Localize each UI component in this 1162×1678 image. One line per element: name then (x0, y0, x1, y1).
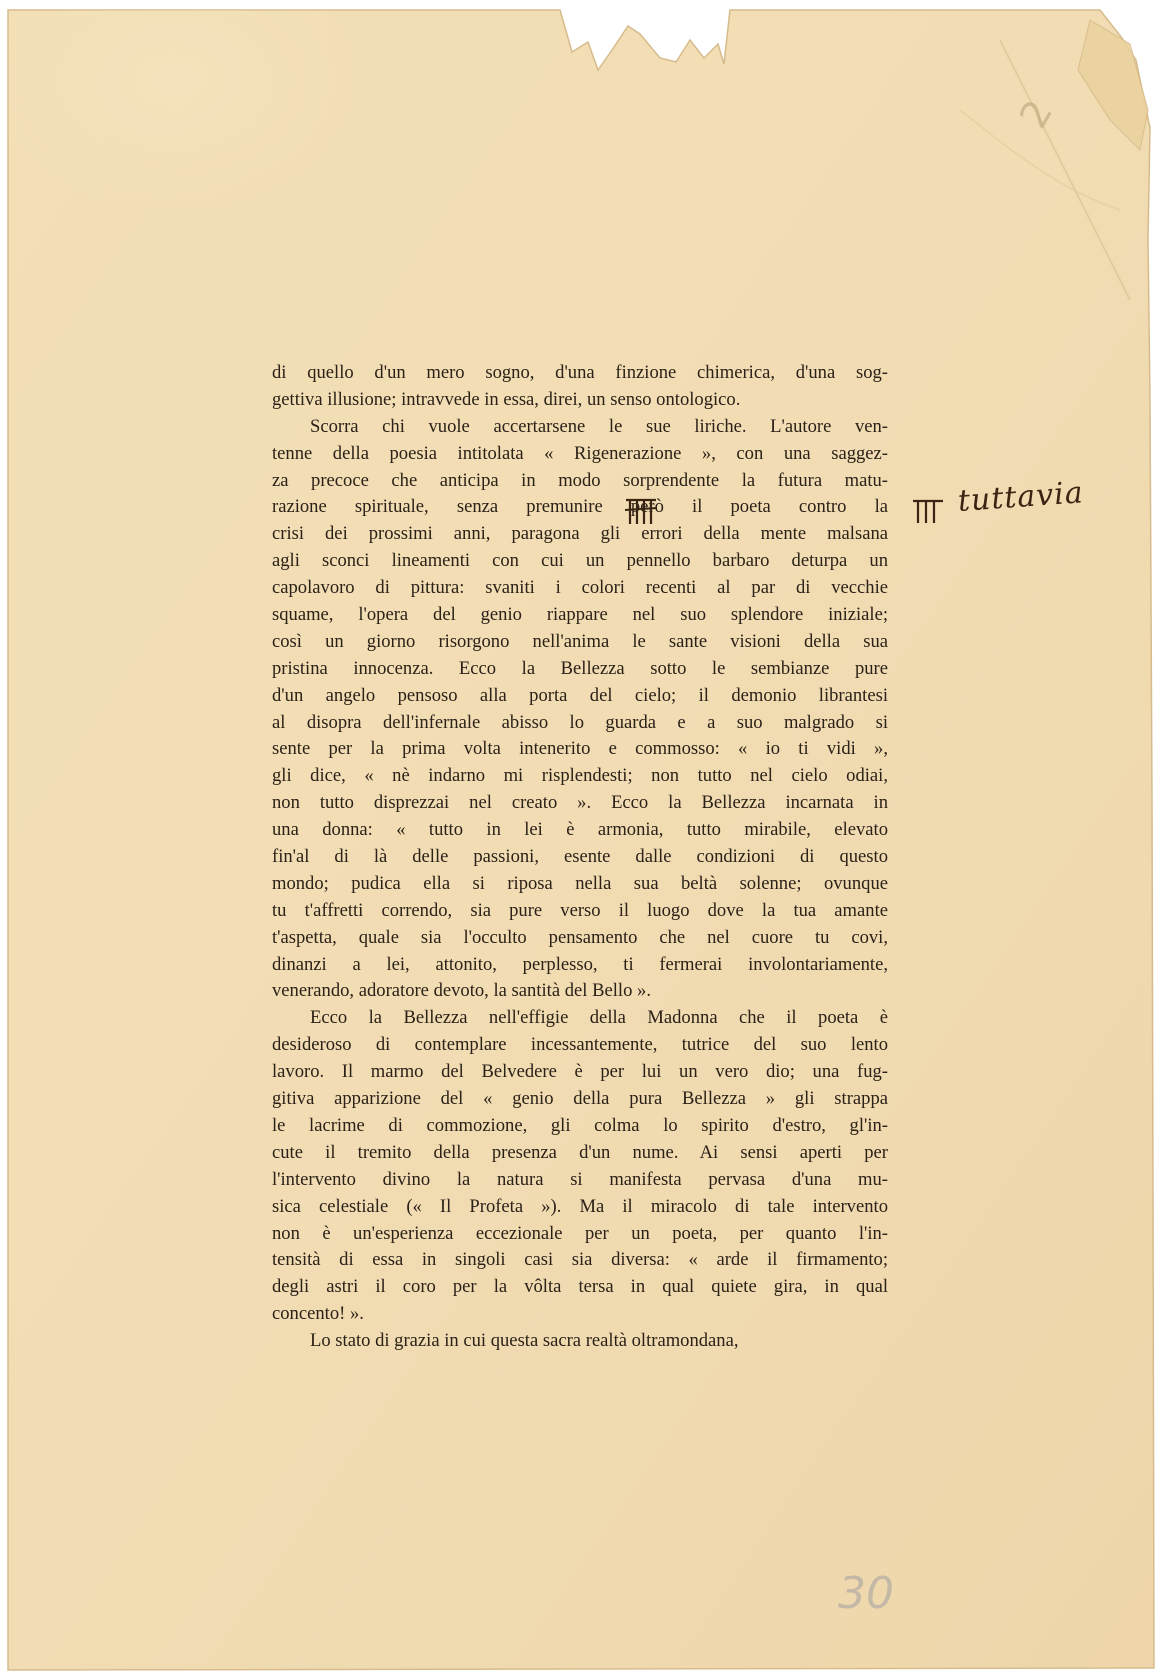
text-line: l'intervento divino la natura si manifesta pervasa d'una mu- (272, 1168, 888, 1190)
text-line: lavoro. Il marmo del Belvedere è per lui un vero dio; una fug- (272, 1061, 888, 1083)
text-line: Ecco la Bellezza nell'effigie della Madonna che il poeta è (310, 1007, 888, 1029)
text-line: venerando, adoratore devoto, la santità del Bello ». (272, 980, 651, 1002)
body-text (272, 360, 888, 1355)
page-number: 30 (838, 1568, 894, 1619)
text-line: mondo; pudica ella si riposa nella sua beltà solenne; ovunque (272, 872, 888, 894)
paragraph (272, 1005, 888, 1328)
text-line: una donna: « tutto in lei è armonia, tutto mirabile, elevato (272, 819, 888, 841)
text-line: pristina innocenza. Ecco la Bellezza sotto le sembianze pure (272, 657, 888, 679)
text-line: non tutto disprezzai nel creato ». Ecco la Bellezza incarnata in (272, 792, 888, 814)
paper-stain (8, 10, 560, 400)
text-line: sente per la prima volta intenerito e commosso: « io ti vidi », (272, 738, 888, 760)
text-line: tenne della poesia intitolata « Rigenerazione », con una saggez- (272, 442, 888, 464)
paragraph (272, 414, 888, 1006)
text-line: razione spirituale, senza premunire però il poeta contro la (272, 496, 888, 518)
text-line: concento! ». (272, 1303, 364, 1325)
text-line: non è un'esperienza eccezionale per un poeta, per quanto l'in- (272, 1222, 888, 1244)
text-line: gettiva illusione; intravvede in essa, direi, un senso ontologico. (272, 388, 741, 410)
margin-handwritten-note: tuttavia (956, 475, 1085, 519)
text-line: Lo stato di grazia in cui questa sacra realtà oltramondana, (310, 1330, 739, 1352)
text-line: le lacrime di commozione, gli colma lo spirito d'estro, gl'in- (272, 1114, 888, 1136)
paragraph (272, 1328, 888, 1355)
text-line: tu t'affretti correndo, sia pure verso il luogo dove la tua amante (272, 899, 888, 921)
text-line: t'aspetta, quale sia l'occulto pensamento che nel cuore tu covi, (272, 926, 888, 948)
text-line: za precoce che anticipa in modo sorprendente la futura matu- (272, 469, 888, 491)
strikeout-mark (623, 496, 659, 526)
text-line: desideroso di contemplare incessantemente, tutrice del suo lento (272, 1034, 888, 1056)
text-line: Scorra chi vuole accertarsene le sue liriche. L'autore ven- (310, 415, 888, 437)
text-line: crisi dei prossimi anni, paragona gli errori della mente malsana (272, 523, 888, 545)
text-line: squame, l'opera del genio riappare nel suo splendore iniziale; (272, 604, 888, 626)
text-line: capolavoro di pittura: svaniti i colori recenti al par di vecchie (272, 577, 888, 599)
insertion-mark (910, 498, 946, 524)
text-line: sica celestiale (« Il Profeta »). Ma il miracolo di tale intervento (272, 1195, 888, 1217)
text-line: degli astri il coro per la vôlta tersa in qual quiete gira, in qual (272, 1276, 888, 1298)
text-line: fin'al di là delle passioni, esente dalle condizioni di questo (272, 846, 888, 868)
text-line: agli sconci lineamenti con cui un pennello barbaro deturpa un (272, 550, 888, 572)
text-line: cute il tremito della presenza d'un nume. Ai sensi aperti per (272, 1141, 888, 1163)
text-line: al disopra dell'infernale abisso lo guarda e a suo malgrado si (272, 711, 888, 733)
text-line: tensità di essa in singoli casi sia diversa: « arde il firmamento; (272, 1249, 888, 1271)
text-line: gli dice, « nè indarno mi risplendesti; non tutto nel cielo odiai, (272, 765, 888, 787)
corner-pencil-mark: 2 (1010, 92, 1062, 136)
text-line: così un giorno risorgono nell'anima le sante visioni della sua (272, 630, 888, 652)
text-line: dinanzi a lei, attonito, perplesso, ti fermerai involontariamente, (272, 953, 888, 975)
paragraph (272, 360, 888, 414)
text-line: d'un angelo pensoso alla porta del cielo; il demonio librantesi (272, 684, 888, 706)
text-line: gitiva apparizione del « genio della pura Bellezza » gli strappa (272, 1088, 888, 1110)
text-line: di quello d'un mero sogno, d'una finzione chimerica, d'una sog- (272, 362, 888, 383)
